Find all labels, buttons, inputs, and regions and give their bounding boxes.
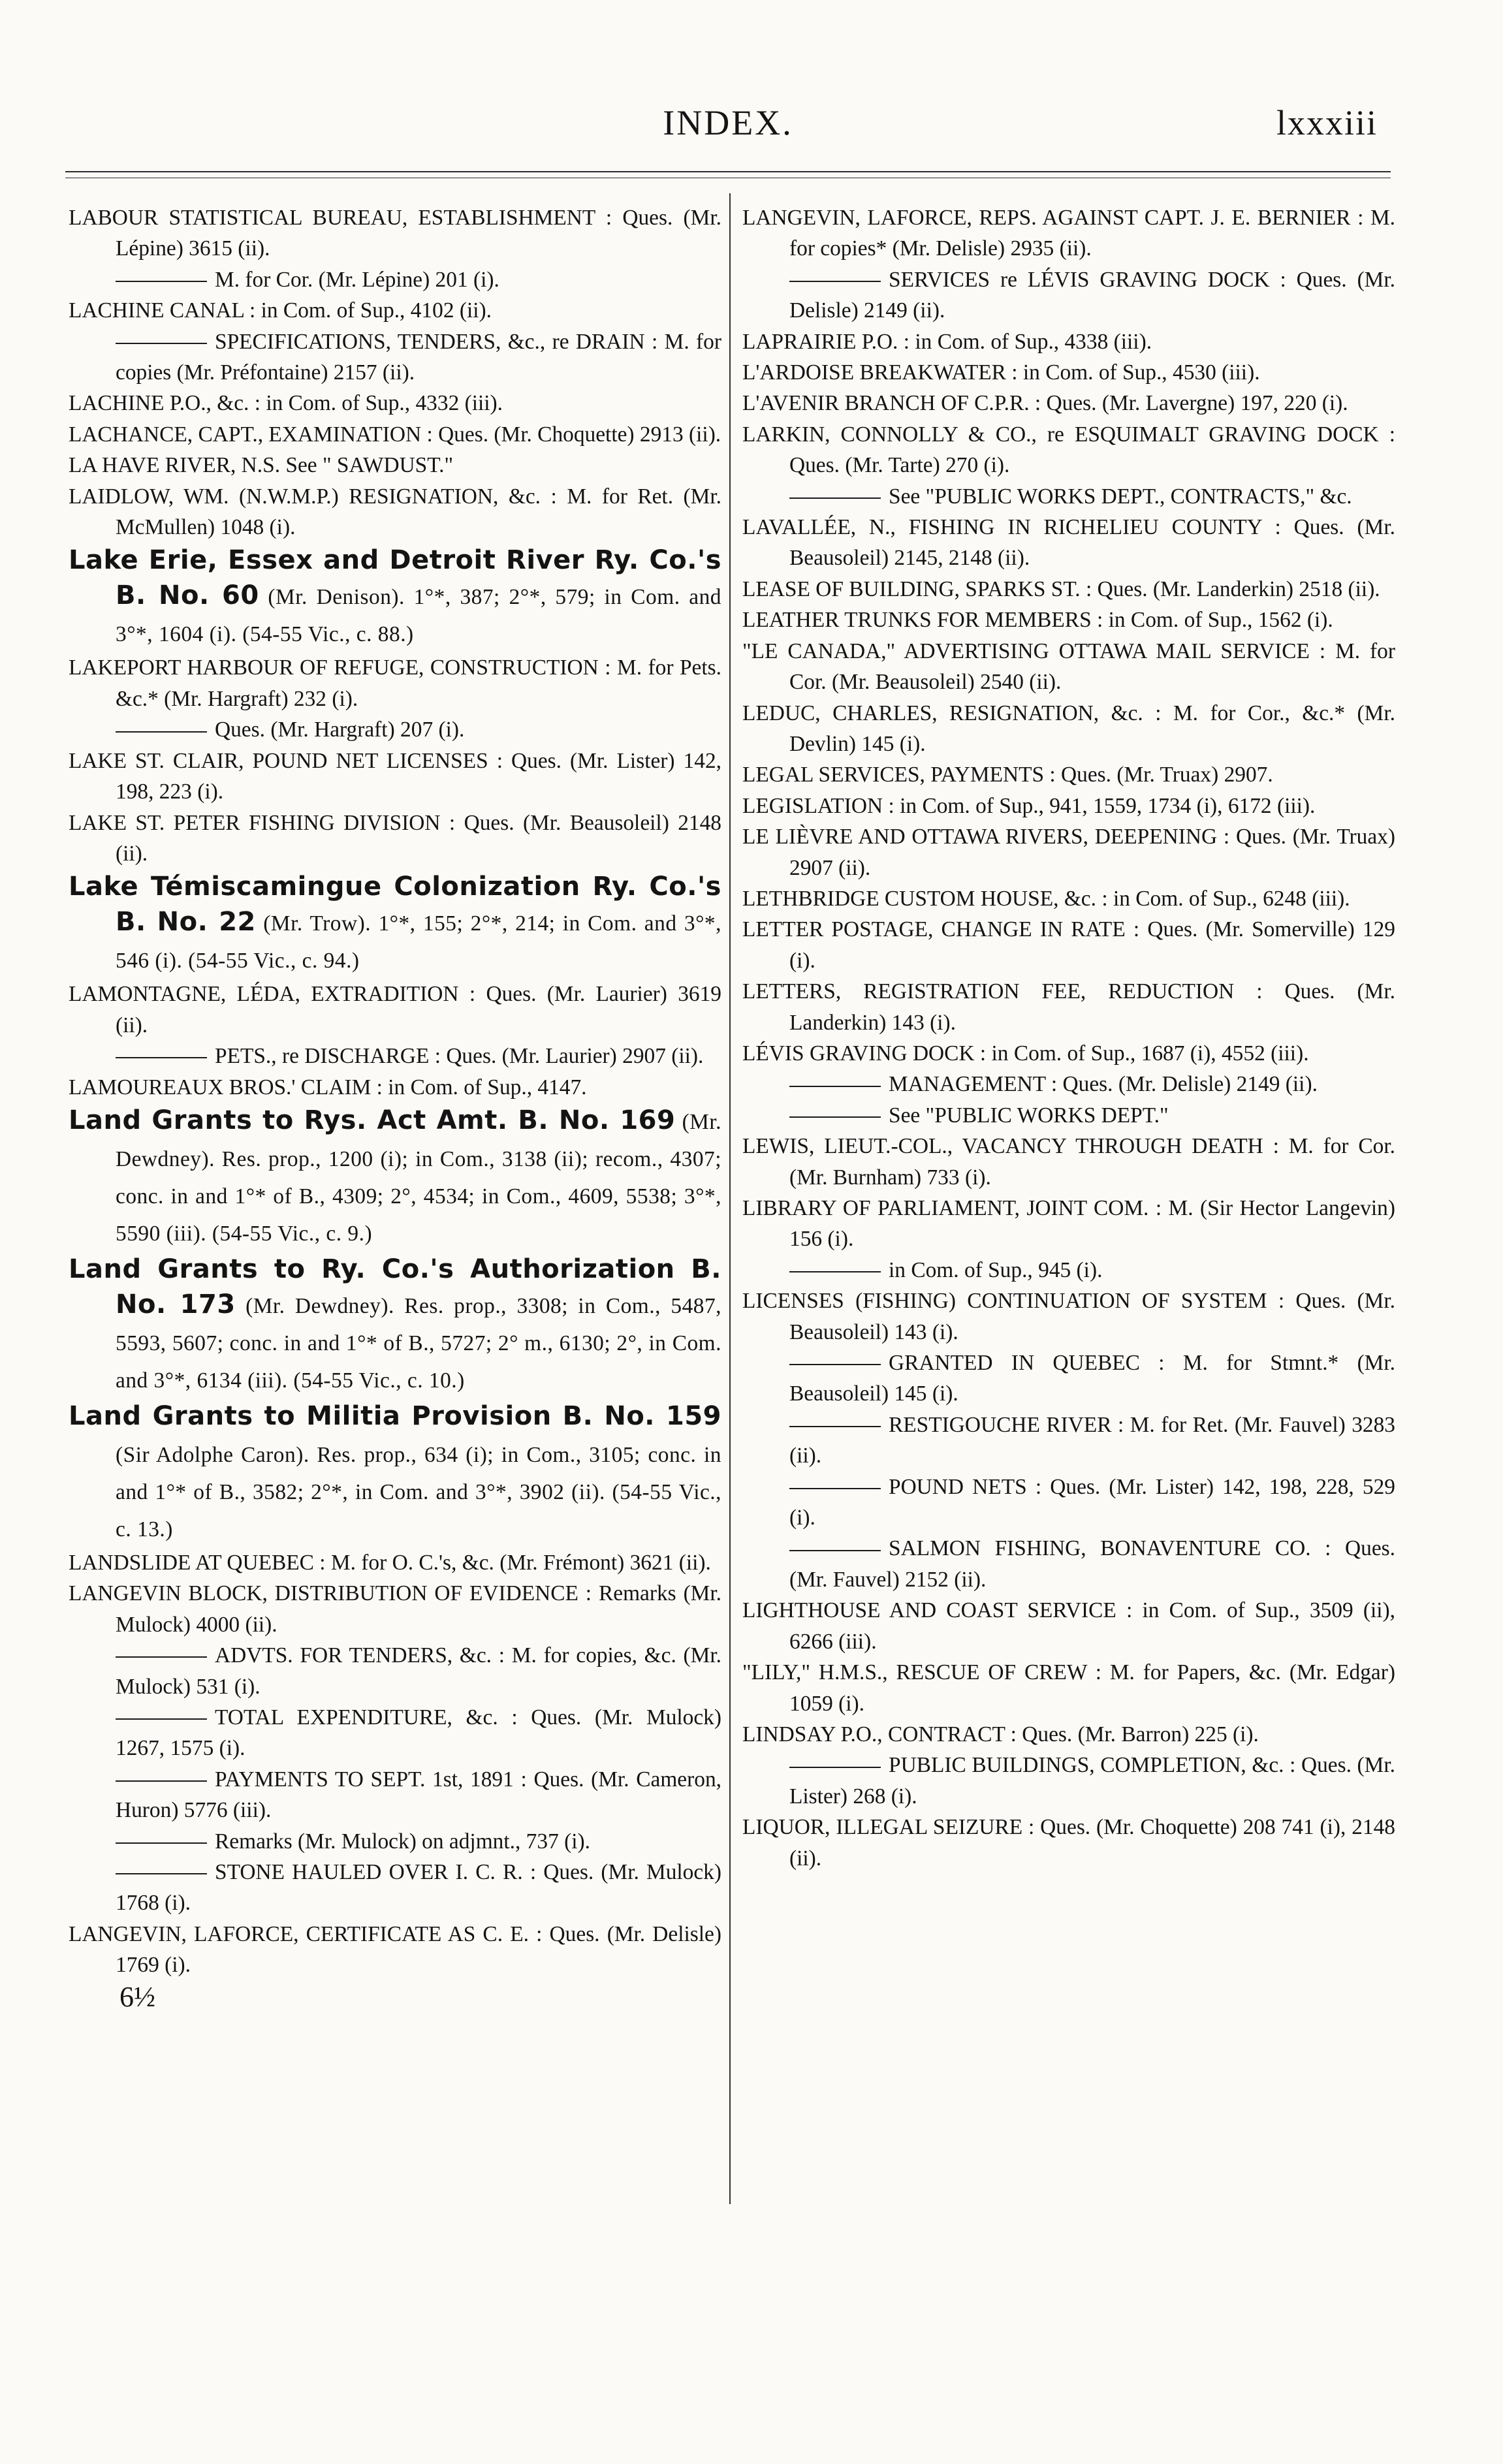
entry-text: LETTER POSTAGE, CHANGE IN RATE : Ques. (Mr. Somerville) 129 (i).	[742, 917, 1395, 973]
entry-text: LACHINE CANAL : in Com. of Sup., 4102 (ii).	[69, 298, 492, 323]
index-subentry	[69, 1764, 721, 1826]
entry-text: LA HAVE RIVER, N.S. See " SAWDUST."	[69, 453, 454, 478]
entry-text: POUND NETS : Ques. (Mr. Lister) 142, 198, 228, 529 (i).	[789, 1474, 1395, 1530]
entry-text: M. for Cor. (Mr. Lépine) 201 (i).	[215, 267, 499, 292]
index-entry	[742, 419, 1395, 481]
entry-text: LÉVIS GRAVING DOCK : in Com. of Sup., 1687 (i), 4552 (iii).	[742, 1041, 1309, 1066]
page-title: INDEX.	[663, 103, 793, 142]
index-entry	[742, 821, 1395, 883]
entry-text: L'AVENIR BRANCH OF C.P.R. : Ques. (Mr. Lavergne) 197, 220 (i).	[742, 391, 1348, 416]
entry-text: PAYMENTS TO SEPT. 1st, 1891 : Ques. (Mr. Cameron, Huron) 5776 (iii).	[116, 1767, 721, 1823]
entry-text: SALMON FISHING, BONAVENTURE CO. : Ques. (Mr. Fauvel) 2152 (ii).	[789, 1536, 1395, 1592]
entry-text: LANGEVIN, LAFORCE, REPS. AGAINST CAPT. J. E. BERNIER : M. for copies* (Mr. Delisle) 2935 (ii).	[742, 206, 1395, 261]
index-entry	[742, 512, 1395, 574]
entry-text: LAIDLOW, WM. (N.W.M.P.) RESIGNATION, &c. : M. for Ret. (Mr. McMullen) 1048 (i).	[69, 484, 721, 540]
index-entry	[69, 746, 721, 808]
index-subentry	[69, 1826, 721, 1857]
index-subentry	[742, 1410, 1395, 1472]
index-subentry	[69, 1857, 721, 1919]
index-entry	[742, 1719, 1395, 1750]
entry-text: LIGHTHOUSE AND COAST SERVICE : in Com. of Sup., 3509 (ii), 6266 (iii).	[742, 1598, 1395, 1654]
index-entry	[69, 1547, 721, 1578]
entry-text: LAKE ST. CLAIR, POUND NET LICENSES : Ques. (Mr. Lister) 142, 198, 223 (i).	[69, 748, 721, 804]
entry-text: LAPRAIRIE P.O. : in Com. of Sup., 4338 (iii).	[742, 329, 1152, 354]
index-entry	[742, 1193, 1395, 1255]
page-number: lxxxiii	[1276, 103, 1378, 142]
index-subentry	[742, 1069, 1395, 1099]
index-entry	[742, 202, 1395, 264]
entry-text: SERVICES re LÉVIS GRAVING DOCK : Ques. (Mr. Delisle) 2149 (ii).	[789, 267, 1395, 323]
entry-text: LANDSLIDE AT QUEBEC : M. for O. C.'s, &c. (Mr. Frémont) 3621 (ii).	[69, 1550, 711, 1575]
index-entry	[742, 1812, 1395, 1874]
bill-entry	[69, 1398, 721, 1547]
entry-text: Land Grants to Rys. Act Amt. B. No. 169	[69, 1105, 676, 1135]
entry-text: LAVALLÉE, N., FISHING IN RICHELIEU COUNTY : Ques. (Mr. Beausoleil) 2145, 2148 (ii).	[742, 515, 1395, 571]
entry-text: TOTAL EXPENDITURE, &c. : Ques. (Mr. Mulock) 1267, 1575 (i).	[116, 1705, 721, 1761]
entry-text: LAKEPORT HARBOUR OF REFUGE, CONSTRUCTION : M. for Pets. &c.* (Mr. Hargraft) 232 (i).	[69, 655, 721, 711]
index-entry	[69, 419, 721, 450]
entry-references: (Sir Adolphe Caron). Res. prop., 634 (i); in Com., 3105; conc. in and 1°* of B., 3582; 2°*, in Com. and 3°*, 3902 (ii). (54-55 Vic., c. 13.)	[116, 1442, 721, 1541]
index-entry	[69, 808, 721, 870]
entry-text: Remarks (Mr. Mulock) on adjmnt., 737 (i).	[215, 1829, 590, 1854]
entry-text: LAMOUREAUX BROS.' CLAIM : in Com. of Sup., 4147.	[69, 1075, 587, 1099]
entry-references: (Mr. Dewdney). Res. prop., 3308; in Com., 5487, 5593, 5607; conc. in and 1°* of B., 5727; 2° m., 6130; 2°, in Com. and 3°*, 6134 (iii). (54-55 Vic., c. 10.)	[116, 1293, 722, 1393]
entry-text: PETS., re DISCHARGE : Ques. (Mr. Laurier) 2907 (ii).	[215, 1044, 704, 1069]
entry-text: LANGEVIN BLOCK, DISTRIBUTION OF EVIDENCE : Remarks (Mr. Mulock) 4000 (ii).	[69, 1581, 721, 1637]
entry-text: LEGISLATION : in Com. of Sup., 941, 1559, 1734 (i), 6172 (iii).	[742, 793, 1316, 818]
entry-text: GRANTED IN QUEBEC : M. for Stmnt.* (Mr. Beausoleil) 145 (i).	[789, 1351, 1395, 1406]
entry-text: RESTIGOUCHE RIVER : M. for Ret. (Mr. Fauvel) 3283 (ii).	[789, 1412, 1395, 1468]
entry-text: L'ARDOISE BREAKWATER : in Com. of Sup., 4530 (iii).	[742, 360, 1260, 385]
index-subentry	[69, 1640, 721, 1702]
entry-text: LEASE OF BUILDING, SPARKS ST. : Ques. (Mr. Landerkin) 2518 (ii).	[742, 577, 1380, 601]
entry-text: MANAGEMENT : Ques. (Mr. Delisle) 2149 (ii).	[889, 1072, 1318, 1097]
entry-references: (Mr. Dewdney). Res. prop., 1200 (i); in Com., 3138 (ii); recom., 4307; conc. in and 1°* of B., 4309; 2°, 4534; in Com., 4609, 5538; 3°*, 5590 (iii). (54-55 Vic., c. 9.)	[116, 1109, 721, 1246]
index-entry	[742, 636, 1395, 698]
entry-text: LINDSAY P.O., CONTRACT : Ques. (Mr. Barron) 225 (i).	[742, 1722, 1259, 1746]
entry-text: "LILY," H.M.S., RESCUE OF CREW : M. for Papers, &c. (Mr. Edgar) 1059 (i).	[742, 1660, 1395, 1716]
page-header	[65, 97, 1391, 149]
index-entry	[742, 791, 1395, 821]
index-subentry	[742, 1100, 1395, 1131]
entry-text: LETTERS, REGISTRATION FEE, REDUCTION : Ques. (Mr. Landerkin) 143 (i).	[742, 979, 1395, 1035]
index-subentry	[742, 1255, 1395, 1286]
index-entry	[69, 202, 721, 264]
entry-text: LIQUOR, ILLEGAL SEIZURE : Ques. (Mr. Choquette) 208 741 (i), 2148 (ii).	[742, 1815, 1395, 1871]
index-entry	[742, 1286, 1395, 1348]
entry-text: PUBLIC BUILDINGS, COMPLETION, &c. : Ques. (Mr. Lister) 268 (i).	[789, 1753, 1395, 1809]
index-subentry	[69, 326, 721, 388]
index-subentry	[742, 481, 1395, 512]
index-entry	[742, 883, 1395, 914]
index-entry	[69, 295, 721, 326]
entry-text: LEATHER TRUNKS FOR MEMBERS : in Com. of Sup., 1562 (i).	[742, 608, 1333, 633]
index-entry	[742, 759, 1395, 790]
index-entry	[742, 388, 1395, 419]
index-entry	[742, 1131, 1395, 1193]
entry-text: See "PUBLIC WORKS DEPT., CONTRACTS," &c.	[889, 484, 1352, 509]
entry-text: LACHINE P.O., &c. : in Com. of Sup., 4332 (iii).	[69, 391, 503, 416]
index-subentry	[69, 1041, 721, 1071]
entry-text: LEDUC, CHARLES, RESIGNATION, &c. : M. for Cor., &c.* (Mr. Devlin) 145 (i).	[742, 701, 1395, 756]
index-entry	[742, 574, 1395, 605]
entry-text: Ques. (Mr. Hargraft) 207 (i).	[215, 718, 465, 742]
index-entry	[742, 357, 1395, 388]
entry-text: LEWIS, LIEUT.-COL., VACANCY THROUGH DEATH : M. for Cor. (Mr. Burnham) 733 (i).	[742, 1134, 1395, 1190]
index-entry	[742, 326, 1395, 357]
entry-text: LACHANCE, CAPT., EXAMINATION : Ques. (Mr. Choquette) 2913 (ii).	[69, 422, 721, 447]
index-entry	[69, 388, 721, 419]
index-entry	[742, 605, 1395, 635]
entry-text: "LE CANADA," ADVERTISING OTTAWA MAIL SERVICE : M. for Cor. (Mr. Beausoleil) 2540 (ii).	[742, 639, 1395, 695]
index-entry	[69, 450, 721, 481]
left-column	[69, 202, 721, 2014]
index-subentry	[742, 1472, 1395, 1534]
entry-text: LEGAL SERVICES, PAYMENTS : Ques. (Mr. Truax) 2907.	[742, 763, 1273, 787]
entry-text: LETHBRIDGE CUSTOM HOUSE, &c. : in Com. of Sup., 6248 (iii).	[742, 886, 1350, 911]
column-divider	[729, 193, 731, 2204]
entry-text: Lake Erie, Essex and Detroit River Ry. Co.'s B. No. 60	[69, 545, 721, 611]
index-entry	[69, 979, 721, 1041]
entry-text: LABOUR STATISTICAL BUREAU, ESTABLISHMENT : Ques. (Mr. Lépine) 3615 (ii).	[69, 206, 721, 261]
index-entry	[742, 1657, 1395, 1719]
index-subentry	[742, 1750, 1395, 1812]
entry-text: ADVTS. FOR TENDERS, &c. : M. for copies, &c. (Mr. Mulock) 531 (i).	[116, 1643, 721, 1699]
index-subentry	[742, 264, 1395, 326]
index-entry	[742, 1038, 1395, 1069]
bill-entry	[69, 1252, 721, 1398]
entry-references: (Mr. Denison). 1°*, 387; 2°*, 579; in Com. and 3°*, 1604 (i). (54-55 Vic., c. 88.)	[116, 585, 722, 647]
index-subentry	[742, 1348, 1395, 1410]
index-entry	[742, 698, 1395, 760]
entry-text: See "PUBLIC WORKS DEPT."	[889, 1103, 1169, 1128]
index-entry	[69, 481, 721, 543]
entry-text: LE LIÈVRE AND OTTAWA RIVERS, DEEPENING : Ques. (Mr. Truax) 2907 (ii).	[742, 825, 1395, 880]
index-entry	[742, 1595, 1395, 1657]
entry-text: LAMONTAGNE, LÉDA, EXTRADITION : Ques. (Mr. Laurier) 3619 (ii).	[69, 982, 721, 1037]
index-subentry	[69, 714, 721, 745]
entry-text: SPECIFICATIONS, TENDERS, &c., re DRAIN : M. for copies (Mr. Préfontaine) 2157 (ii).	[116, 329, 721, 385]
index-subentry	[69, 264, 721, 295]
index-entry	[69, 652, 721, 714]
entry-references: (Mr. Trow). 1°*, 155; 2°*, 214; in Com. and 3°*, 546 (i). (54-55 Vic., c. 94.)	[116, 911, 721, 973]
index-subentry	[69, 1702, 721, 1764]
entry-text: in Com. of Sup., 945 (i).	[889, 1257, 1103, 1282]
bill-entry	[69, 869, 721, 979]
entry-text: LAKE ST. PETER FISHING DIVISION : Ques. (Mr. Beausoleil) 2148 (ii).	[69, 810, 721, 866]
index-entry	[742, 914, 1395, 976]
bill-entry	[69, 543, 721, 652]
index-entry	[69, 1578, 721, 1640]
index-entry	[69, 1072, 721, 1103]
entry-text: LIBRARY OF PARLIAMENT, JOINT COM. : M. (Sir Hector Langevin) 156 (i).	[742, 1196, 1395, 1252]
entry-text: LARKIN, CONNOLLY & CO., re ESQUIMALT GRAVING DOCK : Ques. (Mr. Tarte) 270 (i).	[742, 422, 1395, 478]
header-rule	[65, 171, 1391, 172]
entry-text: LICENSES (FISHING) CONTINUATION OF SYSTEM : Ques. (Mr. Beausoleil) 143 (i).	[742, 1289, 1395, 1344]
entry-text: Land Grants to Militia Provision B. No. 159	[69, 1400, 721, 1431]
index-entry	[69, 1919, 721, 1981]
index-subentry	[742, 1533, 1395, 1595]
entry-text: Land Grants to Ry. Co.'s Authorization B. No. 173	[69, 1254, 721, 1319]
index-entry	[742, 976, 1395, 1038]
signature-folio: 6½	[119, 1980, 155, 2013]
entry-text: STONE HAULED OVER I. C. R. : Ques. (Mr. Mulock) 1768 (i).	[116, 1860, 721, 1916]
entry-text: Lake Témiscamingue Colonization Ry. Co.'s B. No. 22	[69, 872, 721, 938]
entry-text: LANGEVIN, LAFORCE, CERTIFICATE AS C. E. : Ques. (Mr. Delisle) 1769 (i).	[69, 1921, 721, 1978]
right-column	[742, 202, 1395, 1874]
bill-entry	[69, 1103, 721, 1252]
